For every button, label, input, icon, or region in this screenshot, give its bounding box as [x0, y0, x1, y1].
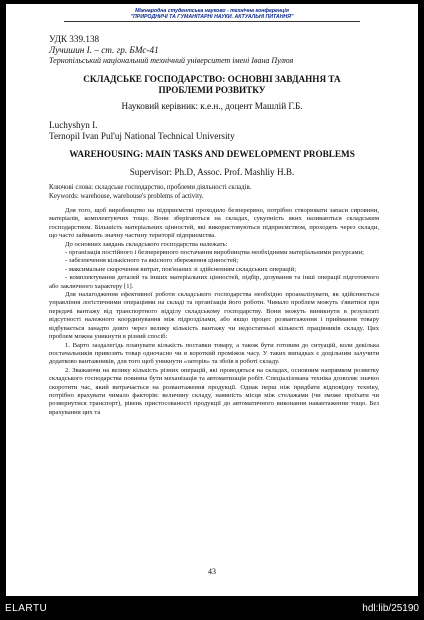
- page-number: 43: [208, 567, 216, 576]
- title-ua-line1: СКЛАДСЬКЕ ГОСПОДАРСТВО: ОСНОВНІ ЗАВДАННЯ ТА: [83, 74, 341, 84]
- conference-header-line2: "ПРИРОДНИЧІ ТА ГУМАНІТАРНІ НАУКИ. АКТУАЛЬНІ ПИТАННЯ": [130, 14, 294, 21]
- title-en: WAREHOUSING: MAIN TASKS AND DEWELOPMENT PROBLEMS: [69, 149, 355, 159]
- paragraph: 1. Варто заздалегідь планувати кількість поставки товару, а також бути готовим до ситуацій, коли декілька постачальників привозять товар одночасно чи в короткий проміжок часу. У таких випадках є доцільним залучити додатково вантажників, для того щоб уникнути «заторів» та збоїв в роботі складу.: [49, 341, 379, 366]
- paragraph: Для того, щоб виробництво на підприємстві проходило безперервно, потрібно створювати запаси сировини, матеріалів, комплектуючих тощо. Вони зберігаються на складах, сукупність яких називаються складським господарством. Більшість матеріальних цінностей, які використовуються підприємством, проходять через склади, що часто займають значну частину території підприємства.: [49, 207, 379, 240]
- supervisor-en: Supervisor: Ph.D, Assoc. Prof. Mashliy H.B.: [129, 167, 295, 177]
- list-item: - максимальне скорочення витрат, пов'язаних зі здійсненням складських операцій;: [65, 265, 297, 273]
- document-page: [6, 4, 418, 596]
- author-ua: Лучишин І. – ст. гр. БМс-41: [49, 45, 159, 55]
- paragraph: 2. Зважаючи на велику кількість різних операцій, які проводяться на складах, основним напрямком розвитку складського господарства повинна бути механізація та автоматизація робіт. Спеціалізована техніка дозволяє значно скоротити час, який витрачається на розвантаження продукції. Однак перш ніж придбати відповідну техніку, потрібно врахувати чимало факторів: величину складу, наявність місця між стелажами (чи зможе проїхати чи розвернутися транспорт), рівень пристосованості продукції до автоматичного виконання навантаження тощо. Без врахування цих та: [49, 366, 379, 416]
- author-en: Luchyshyn I.: [49, 120, 98, 130]
- list-item: - організація постійного і безперервного постачання виробництва необхідними матеріальними ресурсами;: [65, 249, 364, 257]
- paragraph: До основних завдань складського господарства належать:: [65, 240, 228, 248]
- keywords-en: Keywords: warehouse, warehouse's problems of activity.: [49, 193, 204, 200]
- article-body: [49, 207, 379, 417]
- repository-label: ELARTU: [5, 603, 48, 614]
- footer-bar: [0, 600, 424, 620]
- conference-header-line1: Міжнародна студентська науково - технічна конференція: [135, 8, 289, 14]
- conference-header: [6, 8, 418, 20]
- keywords-ua: Ключові слова: складське господарство, проблеми діяльності складів.: [49, 184, 252, 191]
- title-ua-line2: ПРОБЛЕМИ РОЗВИТКУ: [158, 85, 266, 95]
- supervisor-ua: Науковий керівник: к.е.н., доцент Машлій Г.Б.: [121, 101, 303, 111]
- handle-id: hdl:lib/25190: [362, 603, 419, 614]
- list-item: - комплектування деталей та інших матеріальних цінностей, підбір, дозування та інші операції підготовчого або заключного характеру [1].: [49, 274, 379, 290]
- affiliation-en: Ternopil Ivan Pul'uj National Technical University: [49, 131, 235, 141]
- list-item: - забезпечення кількісного та якісного збереження цінностей;: [65, 257, 239, 265]
- header-divider: [64, 21, 360, 22]
- paragraph: Для налагодження ефективної роботи складського господарства необхідно проаналізувати, як здійснюється управління логістичними операціями на складі та організація його роботи. Чимало проблем можуть з'явитися при передачі вантажу від транспортного відділу складському господарству. Вони можуть виникнути в результаті відсутності належного координування між підрозділами, або якщо процес розвантаження і приймання товару відбувається занадто довго через велику кількість вантажу чи недостатньої кількості працівників складу. Цих проблем можна уникнути в різний спосіб:: [49, 291, 379, 341]
- affiliation-ua: Тернопільський національний технічний університет імені Івана Пулюя: [49, 56, 294, 65]
- udk-code: УДК 339.138: [49, 34, 100, 44]
